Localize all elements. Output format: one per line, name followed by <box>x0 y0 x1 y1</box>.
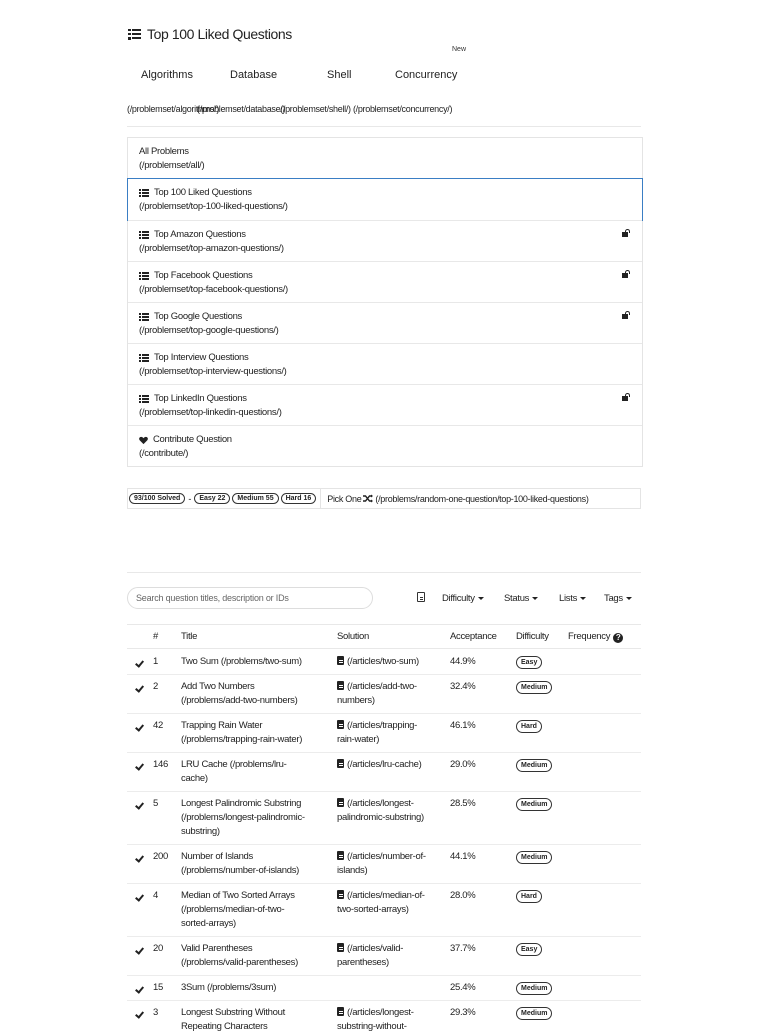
solution-link[interactable] <box>337 797 443 825</box>
status-dropdown-label: Status <box>504 593 530 604</box>
check-icon <box>134 724 143 730</box>
check-icon <box>134 855 143 861</box>
problem-title-line: cache) <box>181 773 208 784</box>
problem-title-line: (/problems/median-of-two- <box>181 904 285 915</box>
menu-item-top-interview[interactable] <box>128 343 642 384</box>
solution-link[interactable] <box>337 655 443 669</box>
solution-line <box>337 758 443 772</box>
problem-title-line: Valid Parentheses <box>181 943 253 954</box>
problem-list-menu <box>127 137 643 467</box>
solution-path: two-sorted-arrays) <box>337 904 409 915</box>
check-icon <box>134 986 143 992</box>
solution-line <box>337 680 443 694</box>
status-dropdown[interactable] <box>504 593 538 604</box>
menu-item-all-problems[interactable] <box>128 138 642 179</box>
check-icon <box>134 660 143 666</box>
pick-one-label: Pick One <box>327 493 362 504</box>
problem-number: 4 <box>153 890 158 901</box>
solution-line <box>337 719 443 733</box>
difficulty-badge: Medium <box>516 1007 552 1020</box>
problem-number: 42 <box>153 720 163 731</box>
stats-separator: - <box>188 493 192 504</box>
menu-item-path: (/problemset/top-amazon-questions/) <box>139 243 284 254</box>
problem-title-link[interactable] <box>181 981 331 995</box>
search-input[interactable] <box>127 587 373 609</box>
difficulty-badge: Easy <box>516 943 542 956</box>
tab-database[interactable]: Database <box>230 69 278 81</box>
row-divider <box>127 713 641 714</box>
difficulty-badge: Medium <box>516 851 552 864</box>
menu-item-path: (/problemset/top-linkedin-questions/) <box>139 407 282 418</box>
problem-number: 146 <box>153 759 168 770</box>
solution-line <box>337 889 443 903</box>
menu-item-top-100-liked[interactable] <box>127 178 643 221</box>
menu-item-label: Top Facebook Questions <box>154 270 253 281</box>
solution-link[interactable] <box>337 942 443 970</box>
column-header-frequency[interactable] <box>568 631 623 643</box>
tab-concurrency-path[interactable]: (/problemset/concurrency/) <box>352 104 453 114</box>
problem-title-line: Median of Two Sorted Arrays <box>181 890 295 901</box>
solution-line <box>337 1006 443 1020</box>
unlock-icon <box>622 393 631 401</box>
problem-number: 5 <box>153 798 158 809</box>
column-header-difficulty[interactable]: Difficulty <box>516 631 549 642</box>
problem-title-link[interactable] <box>181 1006 331 1034</box>
difficulty-dropdown[interactable] <box>442 593 484 604</box>
menu-item-top-facebook[interactable] <box>128 261 642 302</box>
caret-down-icon <box>532 597 538 600</box>
menu-item-path: (/problemset/all/) <box>139 160 205 171</box>
solution-link[interactable] <box>337 758 443 772</box>
list-icon <box>139 354 149 362</box>
menu-item-path: (/problemset/top-interview-questions/) <box>139 366 287 377</box>
solution-path: islands) <box>337 865 368 876</box>
tab-concurrency[interactable]: Concurrency <box>395 69 458 81</box>
unlock-icon <box>622 311 631 319</box>
file-text-icon <box>337 759 344 768</box>
pick-one-button[interactable] <box>320 489 588 508</box>
file-text-icon <box>337 943 344 952</box>
menu-item-label: Top Amazon Questions <box>154 229 246 240</box>
problem-title-line: (/problems/valid-parentheses) <box>181 957 298 968</box>
easy-count-badge: Easy 22 <box>194 493 230 504</box>
difficulty-dropdown-label: Difficulty <box>442 593 475 604</box>
divider <box>127 624 641 625</box>
problem-title-link[interactable] <box>181 942 331 970</box>
problem-title-line: Longest Palindromic Substring <box>181 798 302 809</box>
column-header-frequency-label: Frequency <box>568 631 611 642</box>
acceptance-rate: 37.7% <box>450 943 476 954</box>
row-divider <box>127 674 641 675</box>
problem-title-line: (/problems/add-two-numbers) <box>181 695 298 706</box>
file-text-icon <box>337 681 344 690</box>
solution-path: parentheses) <box>337 957 389 968</box>
acceptance-rate: 29.0% <box>450 759 476 770</box>
menu-item-contribute[interactable] <box>128 425 642 466</box>
problem-title-link[interactable] <box>181 758 331 786</box>
problem-title-link[interactable] <box>181 655 331 669</box>
problem-title-line: sorted-arrays) <box>181 918 236 929</box>
difficulty-badge: Medium <box>516 982 552 995</box>
file-icon[interactable] <box>417 592 425 602</box>
list-icon <box>139 189 149 197</box>
solution-path: (/articles/trapping- <box>347 720 418 731</box>
menu-item-label: Top LinkedIn Questions <box>154 393 247 404</box>
check-icon <box>134 947 143 953</box>
menu-item-path: (/problemset/top-100-liked-questions/) <box>139 201 288 212</box>
menu-item-path: (/problemset/top-google-questions/) <box>139 325 279 336</box>
file-text-icon <box>337 1007 344 1016</box>
solution-line <box>337 850 443 864</box>
problem-title-line: Trapping Rain Water <box>181 720 263 731</box>
list-icon <box>139 395 149 403</box>
check-icon <box>134 802 143 808</box>
category-tabs <box>141 69 457 81</box>
solution-line <box>337 811 443 825</box>
acceptance-rate: 25.4% <box>450 982 476 993</box>
problem-number: 20 <box>153 943 163 954</box>
file-text-icon <box>337 851 344 860</box>
problem-title-line: LRU Cache (/problems/lru- <box>181 759 287 770</box>
divider <box>127 126 641 127</box>
solution-line <box>337 694 443 708</box>
solution-line <box>337 1020 443 1034</box>
solution-path: (/articles/longest- <box>347 1007 414 1018</box>
menu-item-top-amazon[interactable] <box>128 220 642 261</box>
problem-title-link[interactable] <box>181 889 331 931</box>
solution-link[interactable] <box>337 850 443 878</box>
problem-title-line: Two Sum (/problems/two-sum) <box>181 656 302 667</box>
column-header-title[interactable]: Title <box>181 631 198 642</box>
caret-down-icon <box>478 597 484 600</box>
row-divider <box>127 936 641 937</box>
solution-link[interactable] <box>337 719 443 747</box>
problem-title-link[interactable] <box>181 719 331 747</box>
unlock-icon <box>622 229 631 237</box>
medium-count-badge: Medium 55 <box>232 493 278 504</box>
solution-path: (/articles/median-of- <box>347 890 425 901</box>
menu-item-path: (/contribute/) <box>139 448 189 459</box>
problem-title-line: Number of Islands <box>181 851 253 862</box>
row-divider <box>127 975 641 976</box>
solution-line <box>337 864 443 878</box>
pick-one-path: (/problems/random-one-question/top-100-liked-questions) <box>375 493 589 504</box>
solution-path: numbers) <box>337 695 375 706</box>
acceptance-rate: 46.1% <box>450 720 476 731</box>
tab-shell[interactable]: Shell <box>327 69 352 81</box>
acceptance-rate: 29.3% <box>450 1007 476 1018</box>
file-text-icon <box>337 890 344 899</box>
problem-number: 3 <box>153 1007 158 1018</box>
difficulty-badge: Easy <box>516 656 542 669</box>
menu-item-label: Top 100 Liked Questions <box>154 187 252 198</box>
divider <box>127 572 641 573</box>
menu-item-top-google[interactable] <box>128 302 642 343</box>
solution-path: (/articles/longest- <box>347 798 414 809</box>
check-icon <box>134 763 143 769</box>
lists-dropdown[interactable] <box>559 593 586 604</box>
problem-title-line: Add Two Numbers <box>181 681 255 692</box>
row-divider <box>127 844 641 845</box>
solution-link[interactable] <box>337 889 443 917</box>
tab-shell-path[interactable]: (/problemset/shell/) <box>280 104 351 114</box>
column-header-solution[interactable]: Solution <box>337 631 369 642</box>
divider <box>127 648 641 649</box>
file-text-icon <box>337 798 344 807</box>
acceptance-rate: 44.1% <box>450 851 476 862</box>
problem-title-line: (/problems/trapping-rain-water) <box>181 734 303 745</box>
problem-number: 15 <box>153 982 163 993</box>
tags-dropdown[interactable] <box>604 593 632 604</box>
problem-title-line: substring) <box>181 826 220 837</box>
menu-item-label: Top Interview Questions <box>154 352 249 363</box>
check-icon <box>134 1011 143 1017</box>
new-badge: New <box>452 46 467 53</box>
problem-number: 1 <box>153 656 158 667</box>
solution-path: (/articles/two-sum) <box>347 656 419 667</box>
check-icon <box>134 685 143 691</box>
list-icon <box>139 313 149 321</box>
solution-line <box>337 733 443 747</box>
difficulty-badge: Hard <box>516 720 542 733</box>
tab-algorithms-path[interactable]: (/problemset/algorithms/) <box>127 104 220 114</box>
tags-dropdown-label: Tags <box>604 593 623 604</box>
file-text-icon <box>337 720 344 729</box>
solved-badge: 93/100 Solved <box>129 493 185 504</box>
tab-database-path[interactable]: (/problemset/database/) <box>197 104 286 114</box>
unlock-icon <box>622 270 631 278</box>
row-divider <box>127 752 641 753</box>
menu-item-label: Contribute Question <box>153 434 232 445</box>
difficulty-badge: Medium <box>516 759 552 772</box>
progress-stats-bar <box>127 488 641 509</box>
solution-link[interactable] <box>337 680 443 708</box>
hard-count-badge: Hard 16 <box>281 493 317 504</box>
check-icon <box>134 894 143 900</box>
problem-title-line: 3Sum (/problems/3sum) <box>181 982 277 993</box>
menu-item-label: All Problems <box>139 146 189 157</box>
solution-path: (/articles/valid- <box>347 943 404 954</box>
menu-item-top-linkedin[interactable] <box>128 384 642 425</box>
tab-algorithms[interactable]: Algorithms <box>141 69 193 81</box>
acceptance-rate: 28.5% <box>450 798 476 809</box>
problem-title-link[interactable] <box>181 680 331 708</box>
problem-number: 2 <box>153 681 158 692</box>
difficulty-badge: Medium <box>516 681 552 694</box>
solution-line <box>337 903 443 917</box>
problem-number: 200 <box>153 851 168 862</box>
problem-title-line: (/problems/longest-palindromic- <box>181 812 305 823</box>
problem-title-link[interactable] <box>181 850 331 878</box>
difficulty-badge: Medium <box>516 798 552 811</box>
list-icon <box>128 29 141 40</box>
problem-title-line: (/problems/number-of-islands) <box>181 865 300 876</box>
solution-path: palindromic-substring) <box>337 812 424 823</box>
list-icon <box>139 272 149 280</box>
solution-line <box>337 956 443 970</box>
solution-path: substring-without- <box>337 1021 407 1032</box>
menu-item-label: Top Google Questions <box>154 311 243 322</box>
acceptance-rate: 32.4% <box>450 681 476 692</box>
row-divider <box>127 883 641 884</box>
solution-path: (/articles/number-of- <box>347 851 426 862</box>
lists-dropdown-label: Lists <box>559 593 578 604</box>
row-divider <box>127 1000 641 1001</box>
difficulty-badge: Hard <box>516 890 542 903</box>
shuffle-icon <box>363 494 373 503</box>
acceptance-rate: 44.9% <box>450 656 476 667</box>
solution-line <box>337 797 443 811</box>
row-divider <box>127 791 641 792</box>
list-icon <box>139 231 149 239</box>
solution-path: (/articles/add-two- <box>347 681 417 692</box>
solution-line <box>337 655 443 669</box>
help-icon[interactable]: ? <box>613 633 623 643</box>
caret-down-icon <box>580 597 586 600</box>
page-title-text: Top 100 Liked Questions <box>147 26 292 42</box>
column-header-number[interactable]: # <box>153 631 158 642</box>
caret-down-icon <box>626 597 632 600</box>
column-header-acceptance[interactable]: Acceptance <box>450 631 497 642</box>
problem-title-line: Longest Substring Without <box>181 1007 285 1018</box>
solution-path: rain-water) <box>337 734 380 745</box>
acceptance-rate: 28.0% <box>450 890 476 901</box>
solution-link[interactable] <box>337 1006 443 1034</box>
solution-line <box>337 942 443 956</box>
problem-title-link[interactable] <box>181 797 331 839</box>
heart-icon <box>139 436 148 445</box>
file-text-icon <box>337 656 344 665</box>
page-title <box>128 26 292 42</box>
solution-path: (/articles/lru-cache) <box>347 759 422 770</box>
problem-title-line: Repeating Characters <box>181 1021 268 1032</box>
menu-item-path: (/problemset/top-facebook-questions/) <box>139 284 288 295</box>
category-paths <box>127 104 452 114</box>
